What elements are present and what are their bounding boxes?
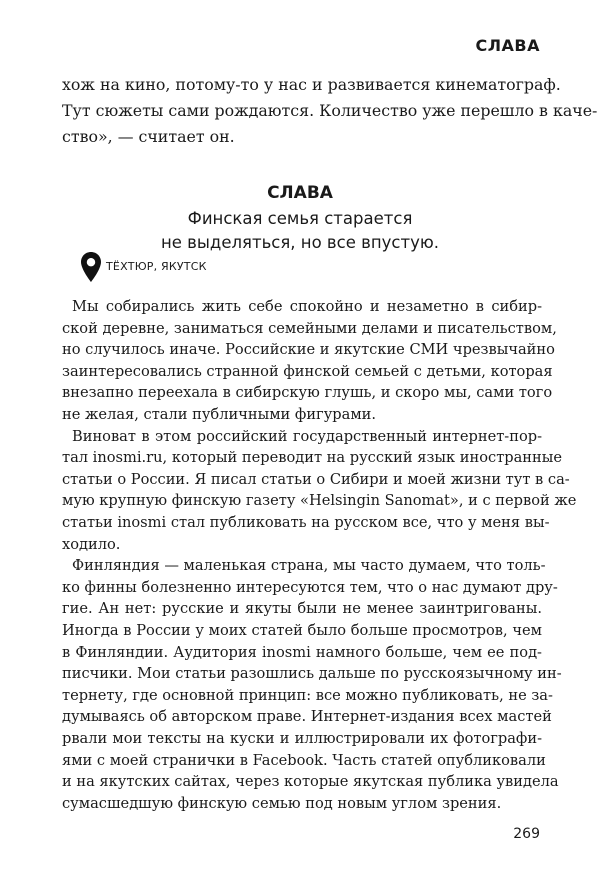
body-line: Иногда в России у моих статей было больше просмотров, чем	[62, 622, 542, 639]
body-line: ходило.	[62, 535, 121, 553]
body-line: в Финляндии. Аудитория inosmi намного больше, чем ее под-	[62, 643, 542, 661]
intro-line: Тут сюжеты сами рождаются. Количество уже перешло в каче-	[62, 101, 598, 120]
location-label: ТЁХТЮР, ЯКУТСК	[106, 260, 207, 273]
body-line: ями с моей странички в Facebook. Часть статей опубликовали	[62, 751, 546, 769]
page-number: 269	[513, 826, 540, 842]
body-line: Финляндия — маленькая страна, мы часто думаем, что толь-	[72, 557, 546, 575]
body-line: тернету, где основной принцип: все можно публиковать, не за-	[62, 686, 553, 704]
body-line: статьи о России. Я писал статьи о Сибири и моей жизни тут в са-	[62, 470, 570, 488]
body-line: сумасшедшую финскую семью под новым углом зрения.	[62, 794, 502, 812]
body-line: и на якутских сайтах, через которые якутская публика увидела	[62, 773, 559, 791]
intro-line: хож на кино, потому-то у нас и развивается кинематограф.	[62, 75, 561, 94]
body-line: но случилось иначе. Российские и якутские СМИ чрезвычайно	[62, 341, 555, 359]
map-pin-icon	[80, 251, 102, 283]
body-line: рвали мои тексты на куски и иллюстрировали их фотографи-	[62, 730, 542, 747]
body-line: не желая, стали публичными фигурами.	[62, 406, 377, 423]
body-line: гие. Ан нет: русские и якуты были не менее заинтригованы.	[62, 600, 542, 618]
section-title: СЛАВА	[267, 183, 333, 203]
body-line: тал inosmi.ru, который переводит на русский язык иностранные	[62, 449, 563, 467]
body-line: думываясь об авторском праве. Интернет-издания всех мастей	[62, 708, 552, 726]
section-subtitle-line: Финская семья старается	[187, 209, 413, 228]
body-line: Мы собирались жить себе спокойно и незаметно в сибир-	[72, 298, 542, 315]
intro-line: ство», — считает он.	[62, 127, 235, 146]
body-line: мую крупную финскую газету «Helsingin Sanomat», и с первой же	[62, 492, 577, 510]
body-line: заинтересовались странной финской семьей с детьми, которая	[62, 362, 553, 380]
running-header: СЛАВА	[475, 36, 540, 55]
section-subtitle-line: не выделяться, но все впустую.	[161, 233, 439, 252]
body-line: писчики. Мои статьи разошлись дальше по русскоязычному ин-	[62, 665, 562, 683]
body-line: ской деревне, заниматься семейными делами и писательством,	[62, 319, 557, 337]
body-line: ко финны болезненно интересуются тем, что о нас думают дру-	[62, 578, 558, 596]
body-line: статьи inosmi стал публиковать на русском все, что у меня вы-	[62, 514, 550, 531]
body-line: Виноват в этом российский государственный интернет-пор-	[72, 427, 542, 445]
body-line: внезапно переехала в сибирскую глушь, и скоро мы, сами того	[62, 384, 553, 402]
